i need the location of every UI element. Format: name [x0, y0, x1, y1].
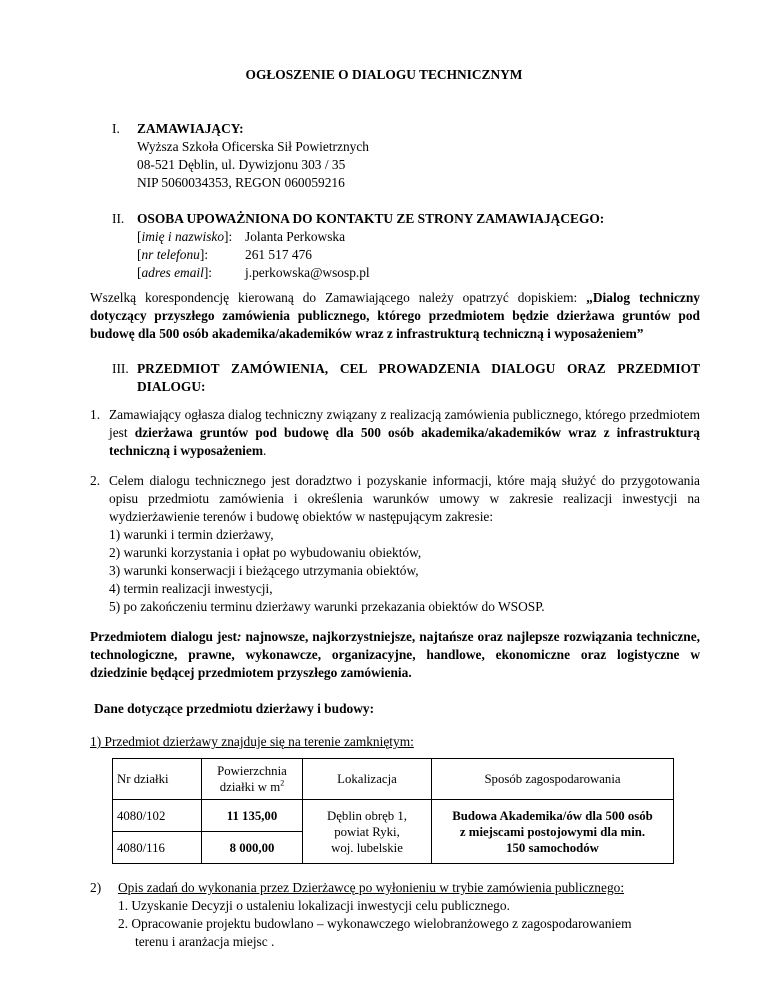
data-heading: Dane dotyczące przedmiotu dzierżawy i budowy: [94, 701, 375, 716]
paragraph-1-text: Zamawiający ogłasza dialog techniczny związany z realizacją zamówienia publicznego, którego przedmiotem jest [109, 407, 700, 440]
plot-use-line3: 150 samochodów [506, 840, 599, 855]
header-area-line2 [206, 779, 298, 795]
plot-area-2: 8 000,00 [202, 832, 303, 864]
header-use: Sposób zagospodarowania [432, 759, 674, 800]
item-2-number: 2) [90, 880, 102, 895]
contact-label-phone-text: nr telefonu [141, 247, 200, 262]
header-area-line1: Powierzchnia [217, 764, 287, 778]
plot-area-1: 11 135,00 [202, 800, 303, 832]
section-3-number: III. [112, 361, 129, 376]
contact-email: j.perkowska@wsosp.pl [245, 265, 370, 280]
section-3-heading-line1: PRZEDMIOT ZAMÓWIENIA, CEL PROWADZENIA DIALOGU ORAZ PRZEDMIOT [137, 361, 700, 376]
dialogue-subject-text: najnowsze, najkorzystniejsze, najtańsze oraz najlepsze rozwiązania techniczne, technologiczne, prawne, wykonawcze, organizacyjne, handlowe, ekonomiczne oraz logistyczne w dziedzinie będącej przedmiotem przyszłego zamówienia. [90, 629, 700, 680]
plot-use-line2: z miejscami postojowymi dla min. [459, 824, 646, 839]
contact-name: Jolanta Perkowska [245, 229, 346, 244]
dialogue-subject-colon: : [237, 629, 242, 644]
section-1-heading: ZAMAWIAJĄCY: [137, 121, 244, 136]
paragraph-2-text: Celem dialogu technicznego jest doradztwo i pozyskanie informacji, które mają służyć do przygotowania opisu przedmiotu zamówienia i określenia warunków umowy w zakresie realizacji inwestycji na wydzierżawienie terenów i budowę obiektów w następującym zakresie: [109, 473, 700, 524]
section-3-heading-line2: DIALOGU: [137, 379, 206, 394]
plot-number-1: 4080/102 [113, 800, 202, 832]
plot-location-line2: powiat Ryki, [334, 824, 400, 839]
paragraph-2-number: 2. [90, 473, 101, 488]
contact-label-name-text: imię i nazwisko [141, 229, 225, 244]
paragraph-1-end: . [262, 443, 267, 458]
document-title: OGŁOSZENIE O DIALOGU TECHNICZNYM [245, 67, 523, 82]
paragraph-2-item-1: 1) warunki i termin dzierżawy, [109, 527, 274, 542]
correspondence-note [90, 289, 700, 343]
section-2-heading: OSOBA UPOWAŻNIONA DO KONTAKTU ZE STRONY ZAMAWIAJĄCEGO: [137, 211, 605, 226]
contact-label-email-text: adres email [141, 265, 204, 280]
header-plot-number: Nr działki [113, 759, 202, 800]
plot-location-line3: woj. lubelskie [331, 840, 403, 855]
dialogue-subject [90, 628, 700, 682]
plot-location [303, 800, 432, 864]
item-2-task-2: 2. Opracowanie projektu budowlano – wykonawczego wielobranżowego z zagospodarowaniem [118, 916, 632, 931]
plot-number-2: 4080/116 [113, 832, 202, 864]
paragraph-1 [109, 406, 700, 460]
contact-label-name: [imię i nazwisko]: [137, 229, 233, 244]
correspondence-note-text: Wszelką korespondencję kierowaną do Zamawiającego należy opatrzyć dopiskiem: [90, 290, 587, 305]
header-area-superscript: 2 [280, 778, 285, 788]
section-1-number: I. [112, 121, 120, 136]
paragraph-2-item-4: 4) termin realizacji inwestycji, [109, 581, 273, 596]
table-row [113, 800, 674, 832]
correspondence-note-tag: „Dialog techniczny dotyczący przyszłego zamówienia publicznego, którego przedmiotem będzie dzierżawa gruntów pod budowę dla 500 osób akademika/akademików wraz z infrastrukturą techniczną i wyposażeniem” [90, 290, 701, 341]
paragraph-2-item-2: 2) warunki korzystania i opłat po wybudowaniu obiektów, [109, 545, 422, 560]
dialogue-subject-lead: Przedmiotem dialogu jest [90, 629, 238, 644]
table-header-row [113, 759, 674, 800]
item-2-title: Opis zadań do wykonania przez Dzierżawcę po wyłonieniu w trybie zamówienia publicznego: [118, 880, 625, 895]
plot-location-line1: Dęblin obręb 1, [327, 808, 407, 823]
header-area [202, 759, 303, 800]
contact-label-email: [adres email]: [137, 265, 213, 280]
orderer-tax-ids: NIP 5060034353, REGON 060059216 [137, 175, 345, 190]
header-location: Lokalizacja [303, 759, 432, 800]
paragraph-2-item-3: 3) warunki konserwacji i bieżącego utrzymania obiektów, [109, 563, 419, 578]
section-2-number: II. [112, 211, 125, 226]
plot-use [432, 800, 674, 864]
item-1-text: 1) Przedmiot dzierżawy znajduje się na terenie zamkniętym: [90, 734, 414, 749]
paragraph-1-subject: dzierżawa gruntów pod budowę dla 500 osób akademika/akademików wraz z infrastrukturą techniczną i wyposażeniem [109, 425, 700, 458]
plots-table [112, 758, 674, 864]
item-2-task-1: 1. Uzyskanie Decyzji o ustaleniu lokalizacji inwestycji celu publicznego. [118, 898, 510, 913]
item-2-task-2-cont: terenu i aranżacja miejsc . [135, 934, 275, 949]
paragraph-1-number: 1. [90, 407, 101, 422]
orderer-name: Wyższa Szkoła Oficerska Sił Powietrznych [137, 139, 369, 154]
contact-label-phone: [nr telefonu]: [137, 247, 209, 262]
header-area-line2-text: działki w m [219, 780, 281, 794]
orderer-address: 08-521 Dęblin, ul. Dywizjonu 303 / 35 [137, 157, 346, 172]
contact-phone: 261 517 476 [245, 247, 312, 262]
paragraph-2-item-5: 5) po zakończeniu terminu dzierżawy warunki przekazania obiektów do WSOSP. [109, 599, 545, 614]
plot-use-line1: Budowa Akademika/ów dla 500 osób [452, 808, 653, 823]
